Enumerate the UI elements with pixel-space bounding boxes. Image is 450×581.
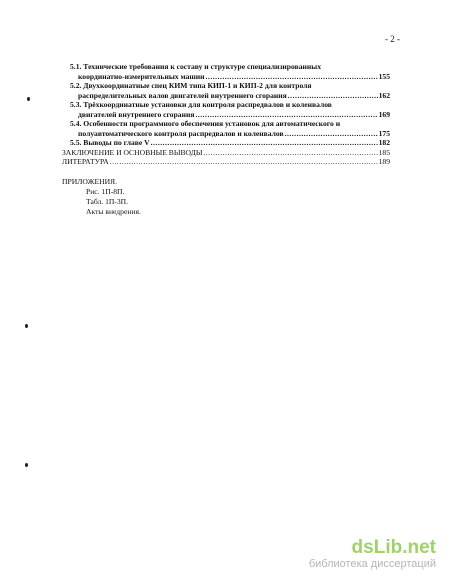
toc-entry [62, 148, 390, 158]
toc-leader-dots [288, 91, 378, 101]
appendix-item: Табл. 1П-3П. [86, 197, 129, 206]
appendix-item: Акты внедрения. [86, 207, 141, 216]
toc-page-number: 182 [378, 138, 390, 147]
toc-entry [62, 81, 390, 100]
scan-mark [25, 324, 28, 328]
toc-entry-text: 5.1. Технические требования к составу и структуре специализированных [70, 62, 321, 71]
toc-page-number: 175 [378, 128, 390, 138]
toc-entry-text: распределительных валов двигателей внутреннего сгорания [78, 90, 287, 100]
toc-leader-dots [110, 157, 378, 167]
toc-entry-text: ЛИТЕРАТУРА [62, 157, 109, 166]
toc-page-number: 169 [378, 109, 390, 119]
toc-entry-text: 5.5. Выводы по главе V [70, 138, 150, 147]
toc-entry [62, 62, 390, 81]
toc-leader-dots [195, 110, 377, 120]
scan-mark [25, 463, 28, 467]
watermark-logo: dsLib.net [351, 537, 436, 558]
toc-leader-dots [151, 138, 378, 148]
toc-leader-dots [203, 148, 377, 158]
appendix-section [62, 177, 141, 217]
toc-entry-text: 5.3. Трёхкоординатные установки для контроля распредвалов и коленвалов [70, 100, 332, 109]
page-number: - 2 - [385, 34, 400, 44]
toc-entry-text: 5.4. Особенности программного обеспечения установок для автоматического и [70, 119, 341, 128]
toc-entry [62, 157, 390, 167]
toc-entry [62, 119, 390, 138]
toc-entry [62, 100, 390, 119]
toc-entry-text: ЗАКЛЮЧЕНИЕ И ОСНОВНЫЕ ВЫВОДЫ [62, 147, 203, 157]
toc-leader-dots [206, 72, 378, 82]
toc-page-number: 155 [378, 71, 390, 81]
toc-page-number: 185 [378, 147, 390, 157]
table-of-contents [62, 62, 390, 167]
watermark [309, 538, 436, 571]
toc-entry-text: 5.2. Двухкоординатные спец КИМ типа КИП-1 и КИП-2 для контроля [70, 81, 312, 90]
toc-page-number: 162 [378, 90, 390, 100]
toc-entry-text: координатно-измерительных машин [78, 71, 205, 81]
appendix-title: ПРИЛОЖЕНИЯ. [62, 177, 118, 186]
toc-leader-dots [285, 129, 378, 139]
toc-entry-text: полуавтоматического контроля распредвалов и коленвалов [78, 128, 284, 138]
watermark-subtitle: библиотека диссертаций [308, 558, 436, 570]
toc-page-number: 189 [378, 157, 390, 166]
toc-entry [62, 138, 390, 148]
scan-mark [27, 97, 30, 101]
appendix-item: Рис. 1П-8П. [86, 187, 125, 196]
toc-entry-text: двигателей внутреннего сгорания [78, 109, 195, 119]
